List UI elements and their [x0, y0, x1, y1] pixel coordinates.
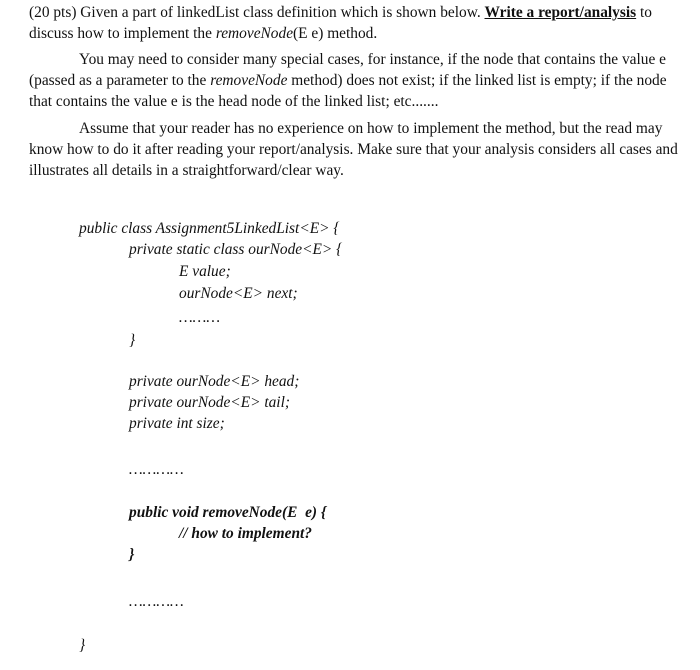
reader-assumption-text: Assume that your reader has no experience on how to implement the method, but the read may know how to do it after reading your report/analysis. Make sure that your analysis considers all cases and illustrates all details in a straightforward/clear way. [29, 120, 678, 179]
code-inner-close: } [129, 332, 136, 349]
question-paragraph-3 [29, 118, 684, 181]
code-ellipsis-1: ………… [129, 461, 184, 478]
code-class-declaration: public class Assignment5LinkedList<E> { [79, 220, 340, 237]
report-instruction: Write a report/analysis [484, 4, 637, 21]
question-paragraph-1 [29, 2, 684, 44]
method-name: removeNode [215, 25, 294, 42]
question-paragraph-2 [29, 49, 684, 112]
method-name-2: removeNode [210, 72, 288, 89]
code-field-value: E value; [179, 263, 231, 280]
code-method-comment: // how to implement? [179, 525, 312, 542]
code-field-next: ourNode<E> next; [179, 285, 298, 302]
question-intro-cont: to discuss how to implement the [29, 4, 652, 42]
code-class-close: } [79, 637, 86, 654]
code-field-tail: private ourNode<E> tail; [129, 394, 290, 411]
code-field-size: private int size; [129, 415, 225, 432]
code-method-declaration: public void removeNode(E e) { [129, 504, 327, 521]
question-intro-end: (E e) method. [293, 25, 378, 42]
code-ellipsis-inner: ……… [179, 309, 221, 326]
code-ellipsis-2: ………… [129, 593, 184, 610]
code-inner-class: private static class ourNode<E> { [129, 241, 343, 258]
special-cases-text-cont: method) does not exist; if the linked list is empty; if the node that contains the value e is the head node of the linked list; etc....... [29, 72, 667, 110]
code-method-close: } [129, 546, 135, 563]
code-field-head: private ourNode<E> head; [129, 373, 300, 390]
question-intro: (20 pts) Given a part of linkedList class definition which is shown below. [29, 4, 485, 21]
special-cases-text: You may need to consider many special cases, for instance, if the node that contains the value e (passed as a parameter to the [29, 51, 666, 89]
